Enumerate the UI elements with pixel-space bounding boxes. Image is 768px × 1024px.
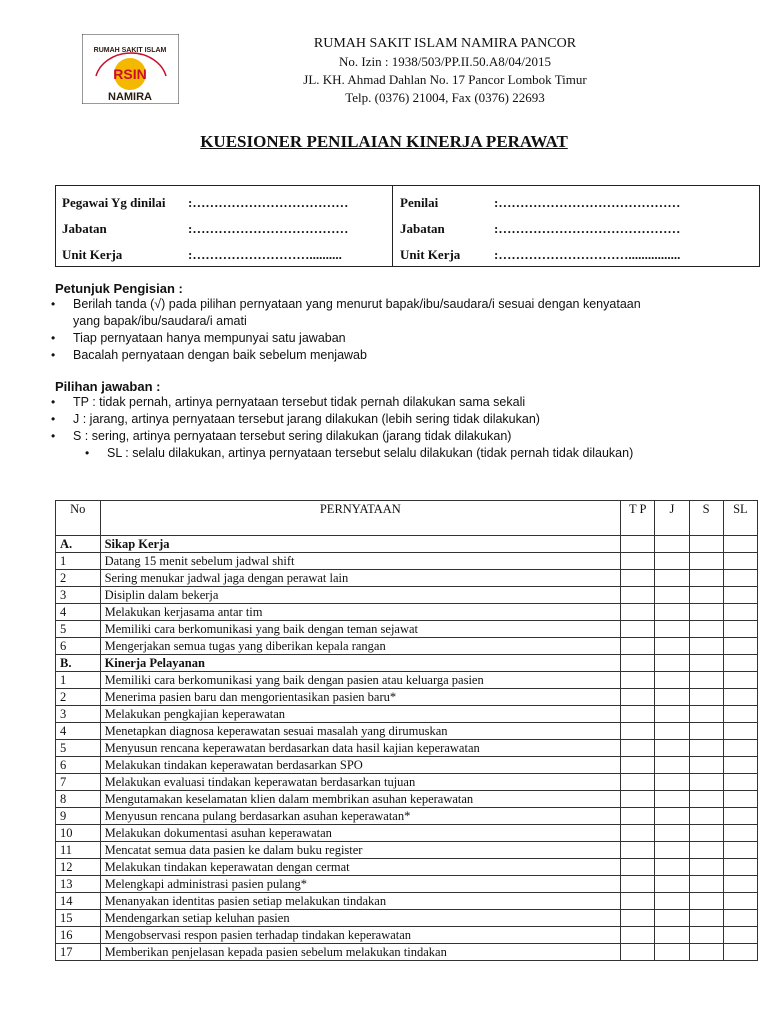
document-title: KUESIONER PENILAIAN KINERJA PERAWAT [200, 132, 568, 151]
questionnaire-table [55, 500, 758, 961]
statement-text: Mencatat semua data pasien ke dalam buku register [100, 842, 621, 859]
answer-cell-tp[interactable] [621, 621, 655, 638]
answer-cell[interactable] [689, 536, 723, 553]
field-value: :…………………………………… [494, 195, 681, 210]
answer-cell-j[interactable] [655, 553, 689, 570]
col-tp: T P [621, 501, 655, 536]
answer-cell-tp[interactable] [621, 927, 655, 944]
answer-cell-j[interactable] [655, 621, 689, 638]
answer-cell-s[interactable] [689, 859, 723, 876]
answer-cell-sl[interactable] [723, 553, 757, 570]
answer-cell-sl[interactable] [723, 757, 757, 774]
col-sl: SL [723, 501, 757, 536]
answer-cell-j[interactable] [655, 808, 689, 825]
row-number: 3 [56, 706, 101, 723]
answer-option: • J : jarang, artinya pernyataan tersebut jarang dilakukan (lebih sering tidak dilakukan) [55, 411, 755, 428]
table-row [56, 876, 758, 893]
row-number: 5 [56, 621, 101, 638]
answer-cell-tp[interactable] [621, 825, 655, 842]
row-number: 13 [56, 876, 101, 893]
table-row [56, 842, 758, 859]
answer-cell-s[interactable] [689, 910, 723, 927]
answer-cell-s[interactable] [689, 825, 723, 842]
section-title: Sikap Kerja [100, 536, 621, 553]
table-row [56, 757, 758, 774]
answer-cell-sl[interactable] [723, 791, 757, 808]
questionnaire-body [56, 536, 758, 961]
answer-cell-j[interactable] [655, 723, 689, 740]
answer-cell-tp[interactable] [621, 553, 655, 570]
table-header-row [56, 501, 758, 536]
table-row [56, 638, 758, 655]
statement-text: Memiliki cara berkomunikasi yang baik dengan pasien atau keluarga pasien [100, 672, 621, 689]
answer-cell-tp[interactable] [621, 944, 655, 961]
answer-option: • SL : selalu dilakukan, artinya pernyataan tersebut selalu dilakukan (tidak pernah tidak dilaukan) [89, 445, 755, 462]
answer-cell-sl[interactable] [723, 706, 757, 723]
answer-cell-s[interactable] [689, 723, 723, 740]
identity-box [55, 185, 760, 267]
field-value: :……………………………… [188, 195, 349, 210]
statement-text: Menerima pasien baru dan mengorientasikan pasien baru* [100, 689, 621, 706]
statement-text: Mendengarkan setiap keluhan pasien [100, 910, 621, 927]
row-number: 1 [56, 553, 101, 570]
statement-text: Mengutamakan keselamatan klien dalam membrikan asuhan keperawatan [100, 791, 621, 808]
answer-cell-sl[interactable] [723, 825, 757, 842]
table-row [56, 604, 758, 621]
table-row [56, 910, 758, 927]
statement-text: Menyusun rencana keperawatan berdasarkan data hasil kajian keperawatan [100, 740, 621, 757]
answer-cell-sl[interactable] [723, 910, 757, 927]
row-number: 14 [56, 893, 101, 910]
answer-cell-j[interactable] [655, 570, 689, 587]
answer-cell-sl[interactable] [723, 672, 757, 689]
row-number: 6 [56, 757, 101, 774]
answer-cell-s[interactable] [689, 672, 723, 689]
table-row [56, 808, 758, 825]
answer-cell-sl[interactable] [723, 604, 757, 621]
table-row [56, 825, 758, 842]
statement-text: Melakukan pengkajian keperawatan [100, 706, 621, 723]
answer-cell-s[interactable] [689, 689, 723, 706]
statement-text: Melakukan evaluasi tindakan keperawatan berdasarkan tujuan [100, 774, 621, 791]
row-number: 9 [56, 808, 101, 825]
instruction-item-cont: yang bapak/ibu/saudara/i amati [73, 314, 247, 328]
ident-right-unit [400, 247, 681, 263]
answer-cell[interactable] [621, 655, 655, 672]
answer-cell-s[interactable] [689, 944, 723, 961]
answer-cell-s[interactable] [689, 842, 723, 859]
answer-cell-sl[interactable] [723, 723, 757, 740]
ident-left-pegawai [62, 195, 349, 211]
statement-text: Melakukan kerjasama antar tim [100, 604, 621, 621]
answer-cell-sl[interactable] [723, 893, 757, 910]
svg-text:RUMAH SAKIT ISLAM: RUMAH SAKIT ISLAM [93, 47, 167, 54]
field-label: Jabatan [400, 221, 445, 236]
ident-right-penilai [400, 195, 681, 211]
answer-cell-tp[interactable] [621, 638, 655, 655]
field-label: Penilai [400, 195, 439, 210]
instructions [55, 281, 755, 364]
answer-cell-sl[interactable] [723, 689, 757, 706]
answer-cell-tp[interactable] [621, 757, 655, 774]
answer-cell-s[interactable] [689, 553, 723, 570]
answer-options-heading: Pilihan jawaban : [55, 379, 161, 394]
answer-options [55, 379, 755, 462]
answer-cell-tp[interactable] [621, 689, 655, 706]
answer-cell-s[interactable] [689, 876, 723, 893]
table-row [56, 774, 758, 791]
answer-cell-sl[interactable] [723, 621, 757, 638]
svg-text:RSIN: RSIN [113, 66, 147, 82]
ident-left-unit [62, 247, 342, 263]
answer-cell-sl[interactable] [723, 859, 757, 876]
answer-cell-j[interactable] [655, 910, 689, 927]
answer-cell-j[interactable] [655, 944, 689, 961]
answer-cell-s[interactable] [689, 893, 723, 910]
answer-cell-tp[interactable] [621, 791, 655, 808]
answer-cell-tp[interactable] [621, 876, 655, 893]
answer-cell-j[interactable] [655, 859, 689, 876]
answer-cell-sl[interactable] [723, 944, 757, 961]
row-number: 17 [56, 944, 101, 961]
row-number: 5 [56, 740, 101, 757]
answer-cell[interactable] [723, 536, 757, 553]
section-title: Kinerja Pelayanan [100, 655, 621, 672]
answer-cell-sl[interactable] [723, 638, 757, 655]
section-number: A. [56, 536, 101, 553]
row-number: 2 [56, 689, 101, 706]
answer-cell-tp[interactable] [621, 604, 655, 621]
answer-cell-tp[interactable] [621, 842, 655, 859]
answer-cell-j[interactable] [655, 825, 689, 842]
svg-text:NAMIRA: NAMIRA [108, 91, 152, 103]
row-number: 11 [56, 842, 101, 859]
answer-cell-j[interactable] [655, 740, 689, 757]
answer-cell-s[interactable] [689, 570, 723, 587]
col-no: No [56, 501, 101, 536]
answer-cell-sl[interactable] [723, 842, 757, 859]
table-row [56, 927, 758, 944]
answer-cell-tp[interactable] [621, 893, 655, 910]
answer-cell-tp[interactable] [621, 723, 655, 740]
statement-text: Menyusun rencana pulang berdasarkan asuhan keperawatan* [100, 808, 621, 825]
statement-text: Melakukan tindakan keperawatan dengan cermat [100, 859, 621, 876]
statement-text: Menetapkan diagnosa keperawatan sesuai masalah yang dirumuskan [100, 723, 621, 740]
statement-text: Datang 15 menit sebelum jadwal shift [100, 553, 621, 570]
answer-cell-tp[interactable] [621, 740, 655, 757]
section-number: B. [56, 655, 101, 672]
answer-cell-j[interactable] [655, 927, 689, 944]
answer-cell-s[interactable] [689, 621, 723, 638]
table-row [56, 706, 758, 723]
answer-cell-j[interactable] [655, 757, 689, 774]
answer-cell-s[interactable] [689, 757, 723, 774]
table-row [56, 689, 758, 706]
license-number: No. Izin : 1938/503/PP.II.50.A8/04/2015 [339, 54, 551, 69]
answer-cell-j[interactable] [655, 587, 689, 604]
answer-option: • S : sering, artinya pernyataan tersebut sering dilakukan (jarang tidak dilakukan) [55, 428, 755, 445]
letterhead [240, 35, 650, 107]
ident-left-jabatan [62, 221, 349, 237]
answer-cell-tp[interactable] [621, 808, 655, 825]
answer-cell-s[interactable] [689, 927, 723, 944]
instruction-item: • Bacalah pernyataan dengan baik sebelum menjawab [55, 347, 755, 364]
answer-cell-s[interactable] [689, 791, 723, 808]
field-value: :……………………………… [188, 221, 349, 236]
address: JL. KH. Ahmad Dahlan No. 17 Pancor Lombok Timur [303, 72, 587, 87]
answer-cell[interactable] [689, 655, 723, 672]
row-number: 4 [56, 604, 101, 621]
instructions-heading: Petunjuk Pengisian : [55, 281, 183, 296]
table-row [56, 893, 758, 910]
statement-text: Melengkapi administrasi pasien pulang* [100, 876, 621, 893]
identity-divider [392, 186, 393, 266]
table-row [56, 621, 758, 638]
answer-cell-j[interactable] [655, 638, 689, 655]
row-number: 16 [56, 927, 101, 944]
answer-cell-tp[interactable] [621, 706, 655, 723]
answer-cell-j[interactable] [655, 893, 689, 910]
col-s: S [689, 501, 723, 536]
answer-cell-sl[interactable] [723, 740, 757, 757]
field-label: Pegawai Yg dinilai [62, 195, 166, 210]
section-header-row [56, 536, 758, 553]
answer-cell-sl[interactable] [723, 774, 757, 791]
answer-cell-j[interactable] [655, 706, 689, 723]
answer-cell-j[interactable] [655, 689, 689, 706]
answer-cell-s[interactable] [689, 740, 723, 757]
table-row [56, 723, 758, 740]
hospital-name: RUMAH SAKIT ISLAM NAMIRA PANCOR [313, 36, 577, 51]
field-label: Unit Kerja [400, 247, 461, 262]
answer-cell-s[interactable] [689, 587, 723, 604]
answer-cell-j[interactable] [655, 604, 689, 621]
field-value: :…………………………................ [494, 247, 681, 262]
statement-text: Disiplin dalam bekerja [100, 587, 621, 604]
statement-text: Mengobservasi respon pasien terhadap tindakan keperawatan [100, 927, 621, 944]
answer-cell-s[interactable] [689, 604, 723, 621]
statement-text: Melakukan dokumentasi asuhan keperawatan [100, 825, 621, 842]
table-row [56, 740, 758, 757]
field-label: Jabatan [62, 221, 107, 236]
col-j: J [655, 501, 689, 536]
field-value: :…………………………………… [494, 221, 681, 236]
answer-cell-sl[interactable] [723, 876, 757, 893]
answer-cell[interactable] [655, 536, 689, 553]
answer-cell-tp[interactable] [621, 570, 655, 587]
table-row [56, 570, 758, 587]
statement-text: Melakukan tindakan keperawatan berdasarkan SPO [100, 757, 621, 774]
answer-cell[interactable] [723, 655, 757, 672]
answer-cell-tp[interactable] [621, 859, 655, 876]
row-number: 4 [56, 723, 101, 740]
answer-cell-tp[interactable] [621, 587, 655, 604]
field-value: :……………………….......... [188, 247, 342, 262]
statement-text: Menanyakan identitas pasien setiap melakukan tindakan [100, 893, 621, 910]
table-row [56, 672, 758, 689]
hospital-logo [82, 34, 179, 104]
answer-cell-j[interactable] [655, 774, 689, 791]
row-number: 15 [56, 910, 101, 927]
answer-cell[interactable] [621, 536, 655, 553]
row-number: 10 [56, 825, 101, 842]
answer-cell-j[interactable] [655, 876, 689, 893]
table-row [56, 553, 758, 570]
instruction-item: • Berilah tanda (√) pada pilihan pernyataan yang menurut bapak/ibu/saudara/i sesuai dengan kenyataan [55, 296, 755, 313]
row-number: 6 [56, 638, 101, 655]
statement-text: Memiliki cara berkomunikasi yang baik dengan teman sejawat [100, 621, 621, 638]
answer-cell-sl[interactable] [723, 587, 757, 604]
answer-cell-sl[interactable] [723, 927, 757, 944]
statement-text: Mengerjakan semua tugas yang diberikan kepala rangan [100, 638, 621, 655]
answer-option: • TP : tidak pernah, artinya pernyataan tersebut tidak pernah dilakukan sama sekali [55, 394, 755, 411]
answer-cell-s[interactable] [689, 638, 723, 655]
instruction-item: • Tiap pernyataan hanya mempunyai satu jawaban [55, 330, 755, 347]
row-number: 1 [56, 672, 101, 689]
answer-cell-j[interactable] [655, 672, 689, 689]
answer-cell-j[interactable] [655, 791, 689, 808]
row-number: 3 [56, 587, 101, 604]
col-statement: PERNYATAAN [100, 501, 621, 536]
answer-cell[interactable] [655, 655, 689, 672]
answer-cell-s[interactable] [689, 808, 723, 825]
table-row [56, 587, 758, 604]
table-row [56, 791, 758, 808]
answer-cell-j[interactable] [655, 842, 689, 859]
section-header-row [56, 655, 758, 672]
answer-cell-tp[interactable] [621, 774, 655, 791]
answer-cell-s[interactable] [689, 706, 723, 723]
statement-text: Sering menukar jadwal jaga dengan perawat lain [100, 570, 621, 587]
answer-cell-s[interactable] [689, 774, 723, 791]
answer-cell-sl[interactable] [723, 808, 757, 825]
row-number: 7 [56, 774, 101, 791]
statement-text: Memberikan penjelasan kepada pasien sebelum melakukan tindakan [100, 944, 621, 961]
ident-right-jabatan [400, 221, 681, 237]
row-number: 12 [56, 859, 101, 876]
field-label: Unit Kerja [62, 247, 123, 262]
answer-cell-tp[interactable] [621, 672, 655, 689]
table-row [56, 944, 758, 961]
answer-cell-sl[interactable] [723, 570, 757, 587]
row-number: 8 [56, 791, 101, 808]
answer-cell-tp[interactable] [621, 910, 655, 927]
phone-fax: Telp. (0376) 21004, Fax (0376) 22693 [345, 90, 545, 105]
table-row [56, 859, 758, 876]
row-number: 2 [56, 570, 101, 587]
